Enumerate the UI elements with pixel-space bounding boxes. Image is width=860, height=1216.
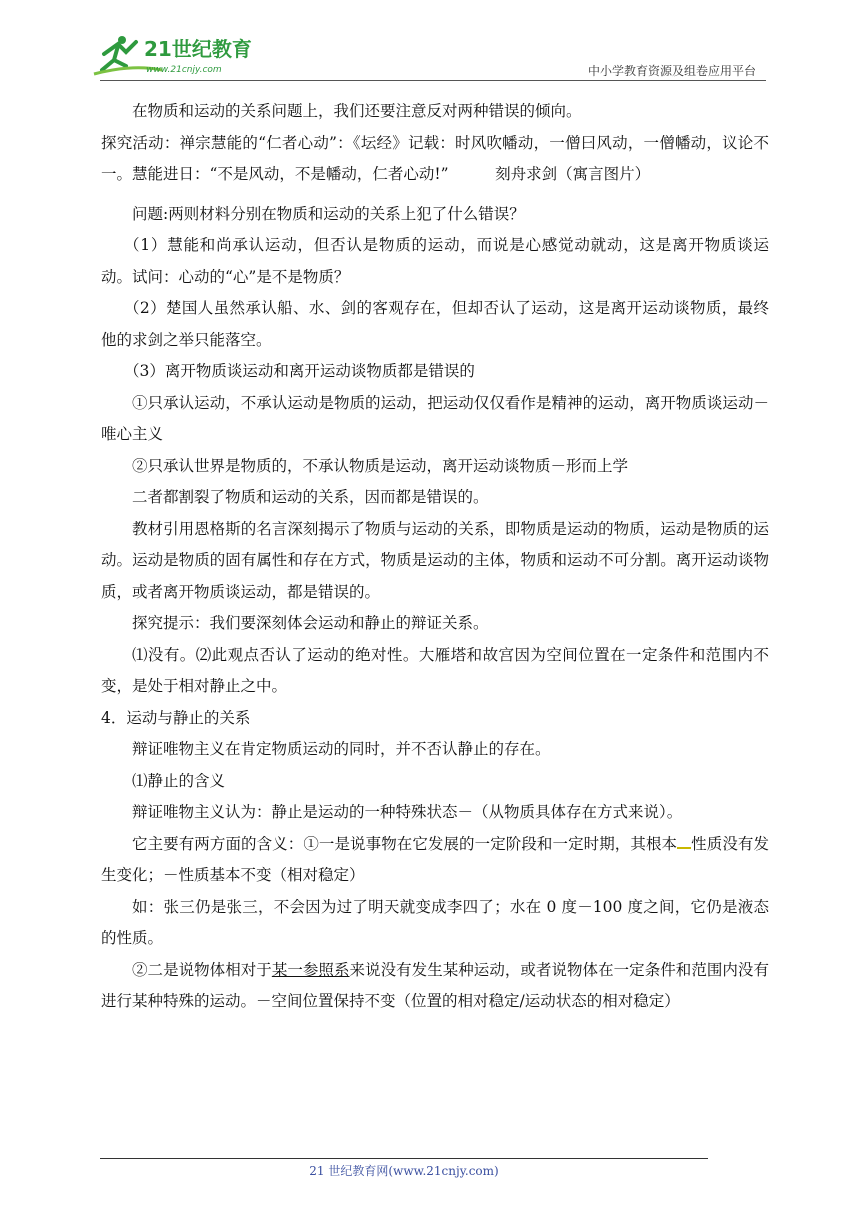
site-logo[interactable] — [92, 30, 262, 80]
page-header — [0, 0, 860, 80]
footer-text[interactable]: 21 世纪教育网(www.21cnjy.com) — [309, 1164, 499, 1178]
highlight-mark — [677, 837, 691, 849]
paragraph: 问题:两则材料分别在物质和运动的关系上犯了什么错误？ — [132, 204, 525, 223]
paragraph — [101, 955, 769, 1018]
document-body — [101, 96, 769, 1018]
paragraph: 辩证唯物主义认为：静止是运动的一种特殊状态－（从物质具体存在方式来说）。 — [132, 803, 683, 821]
paragraph: 教材引用恩格斯的名言深刻揭示了物质与运动的关系，即物质是运动的物质，运动是物质的运动。运动是物质的固有属性和存在方式，物质是运动的主体，物质和运动不可分割。离开运动谈物质，或者离开物质谈运动，都是错误的。 — [101, 519, 769, 601]
header-divider — [100, 80, 766, 81]
header-platform-text: 中小学教育资源及组卷应用平台 — [587, 64, 756, 78]
paragraph: ②只承认世界是物质的，不承认物质是运动，离开运动谈物质－形而上学 — [132, 456, 629, 475]
footer-divider — [100, 1158, 708, 1159]
paragraph: （1）慧能和尚承认运动，但否认是物质的运动，而说是心感觉动就动，这是离开物质谈运动。试问：心动的“心”是不是物质？ — [101, 236, 769, 286]
paragraph: 探究活动：禅宗慧能的“仁者心动”：《坛经》记载：时风吹幡动，一僧曰风动，一僧幡动，议论不一。慧能进日：“不是风动，不是幡动，仁者心动!” 刻舟求剑（寓言图片） — [101, 133, 769, 183]
runner-logo-icon — [92, 30, 262, 80]
paragraph: （3）离开物质谈运动和离开运动谈物质都是错误的 — [124, 362, 475, 380]
logo-text: 21世纪教育 — [144, 37, 252, 61]
text-span: 来说没有发生某种运动，或者说物体在一定条件和范围内没有进行某种特殊的运动。－空间位置保持不变（位置的相对稳定/运动状态的相对稳定） — [101, 960, 769, 1010]
paragraph: 如：张三仍是张三，不会因为过了明天就变成李四了；水在 0 度－100 度之间，它仍是液态的性质。 — [101, 897, 769, 947]
paragraph: 在物质和运动的关系问题上，我们还要注意反对两种错误的倾向。 — [132, 102, 582, 120]
underlined-term: 某一参照系 — [271, 960, 350, 979]
logo-url: www.21cnjy.com — [146, 65, 222, 75]
paragraph — [101, 829, 769, 892]
paragraph: ⑴没有。⑵此观点否认了运动的绝对性。大雁塔和故宫因为空间位置在一定条件和范围内不变，是处于相对静止之中。 — [101, 645, 769, 695]
paragraph: （2）楚国人虽然承认船、水、剑的客观存在，但却否认了运动，这是离开运动谈物质，最终他的求剑之举只能落空。 — [101, 299, 769, 349]
text-span: ②二是说物体相对于 — [132, 960, 272, 979]
paragraph: ①只承认运动，不承认运动是物质的运动，把运动仅仅看作是精神的运动，离开物质谈运动－唯心主义 — [101, 393, 769, 443]
text-span: 它主要有两方面的含义：①一是说事物在它发展的一定阶段和一定时期，其根本 — [132, 834, 678, 853]
paragraph: 探究提示：我们要深刻体会运动和静止的辩证关系。 — [132, 614, 489, 632]
text-span: 性质没有发生变化；－性质基本不变（相对稳定） — [101, 834, 769, 884]
subsection-heading: ⑴静止的含义 — [132, 771, 226, 790]
section-heading: 4．运动与静止的关系 — [101, 708, 251, 727]
paragraph: 二者都割裂了物质和运动的关系，因而都是错误的。 — [132, 488, 489, 506]
paragraph: 辩证唯物主义在肯定物质运动的同时，并不否认静止的存在。 — [132, 740, 551, 758]
